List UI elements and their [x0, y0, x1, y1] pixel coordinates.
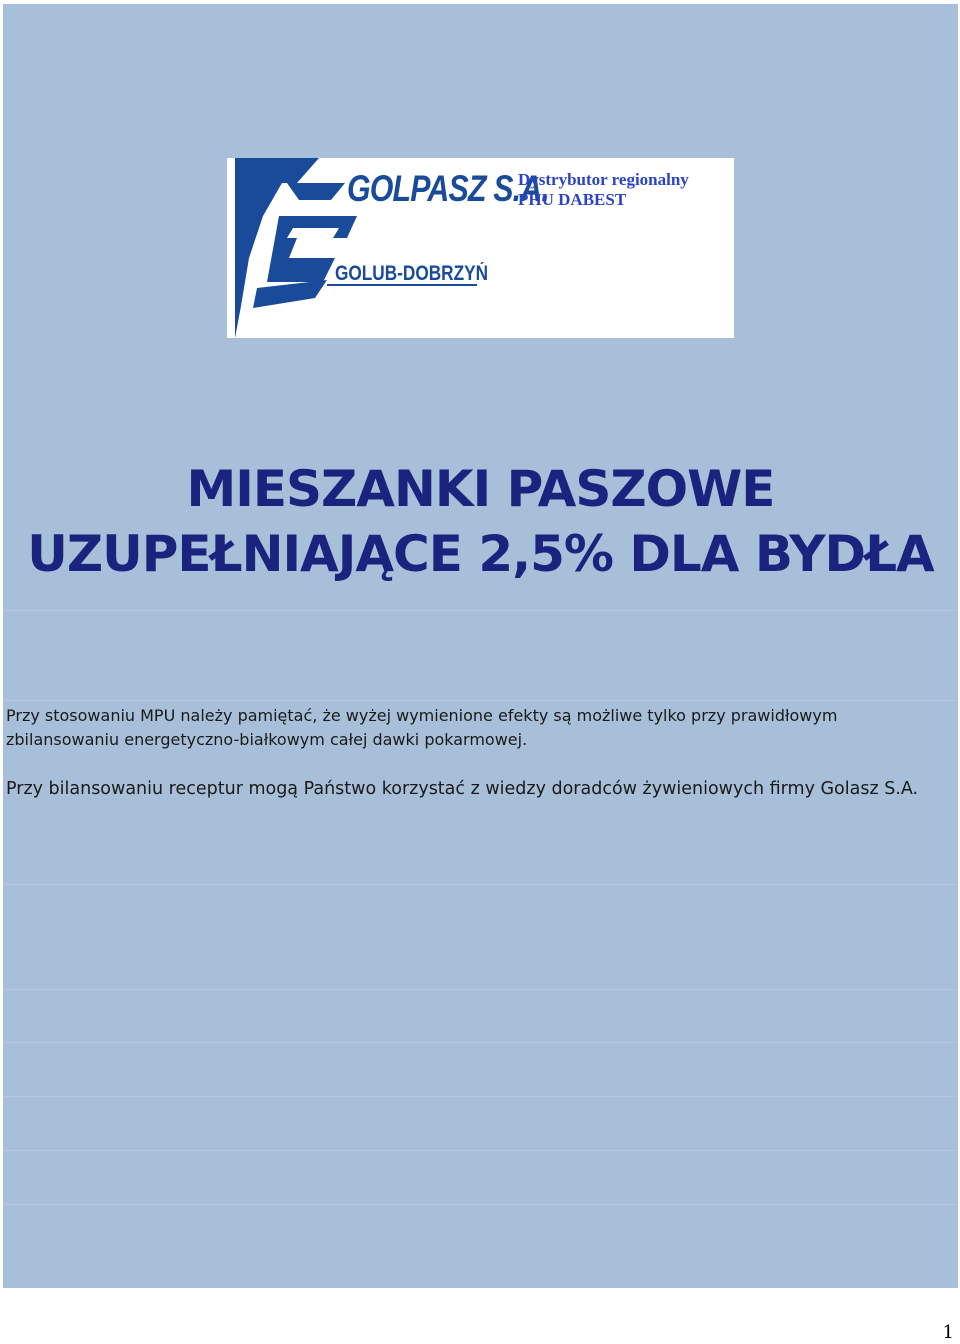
distributor-name: PHU DABEST — [518, 190, 627, 209]
row-divider — [3, 989, 958, 990]
company-logo — [227, 158, 734, 338]
row-divider — [3, 700, 958, 701]
logo-city-name: GOLUB-DOBRZYŃ — [335, 262, 489, 285]
distributor-label: Dystrybutor regionalny — [518, 170, 689, 189]
document-title-line-1: MIESZANKI PASZOWE — [186, 460, 775, 518]
row-divider — [3, 1150, 958, 1151]
body-paragraph: Przy bilansowaniu receptur mogą Państwo korzystać z wiedzy doradców żywieniowych firmy Golasz S.A. — [6, 779, 919, 799]
row-divider — [3, 884, 958, 885]
body-paragraph: Przy stosowaniu MPU należy pamiętać, że wyżej wymienione efekty są możliwe tylko przy prawidłowym zbilansowaniu energetyczno-białkowym całej dawki pokarmowej. — [6, 706, 838, 749]
row-divider — [3, 610, 958, 611]
row-divider — [3, 1204, 958, 1205]
row-divider — [3, 1042, 958, 1043]
page-number: 1 — [942, 1322, 954, 1343]
row-divider — [3, 1096, 958, 1097]
logo-brand-name: GOLPASZ S.A. — [347, 168, 550, 209]
document-title-line-2: UZUPEŁNIAJĄCE 2,5% DLA BYDŁA — [27, 525, 934, 583]
